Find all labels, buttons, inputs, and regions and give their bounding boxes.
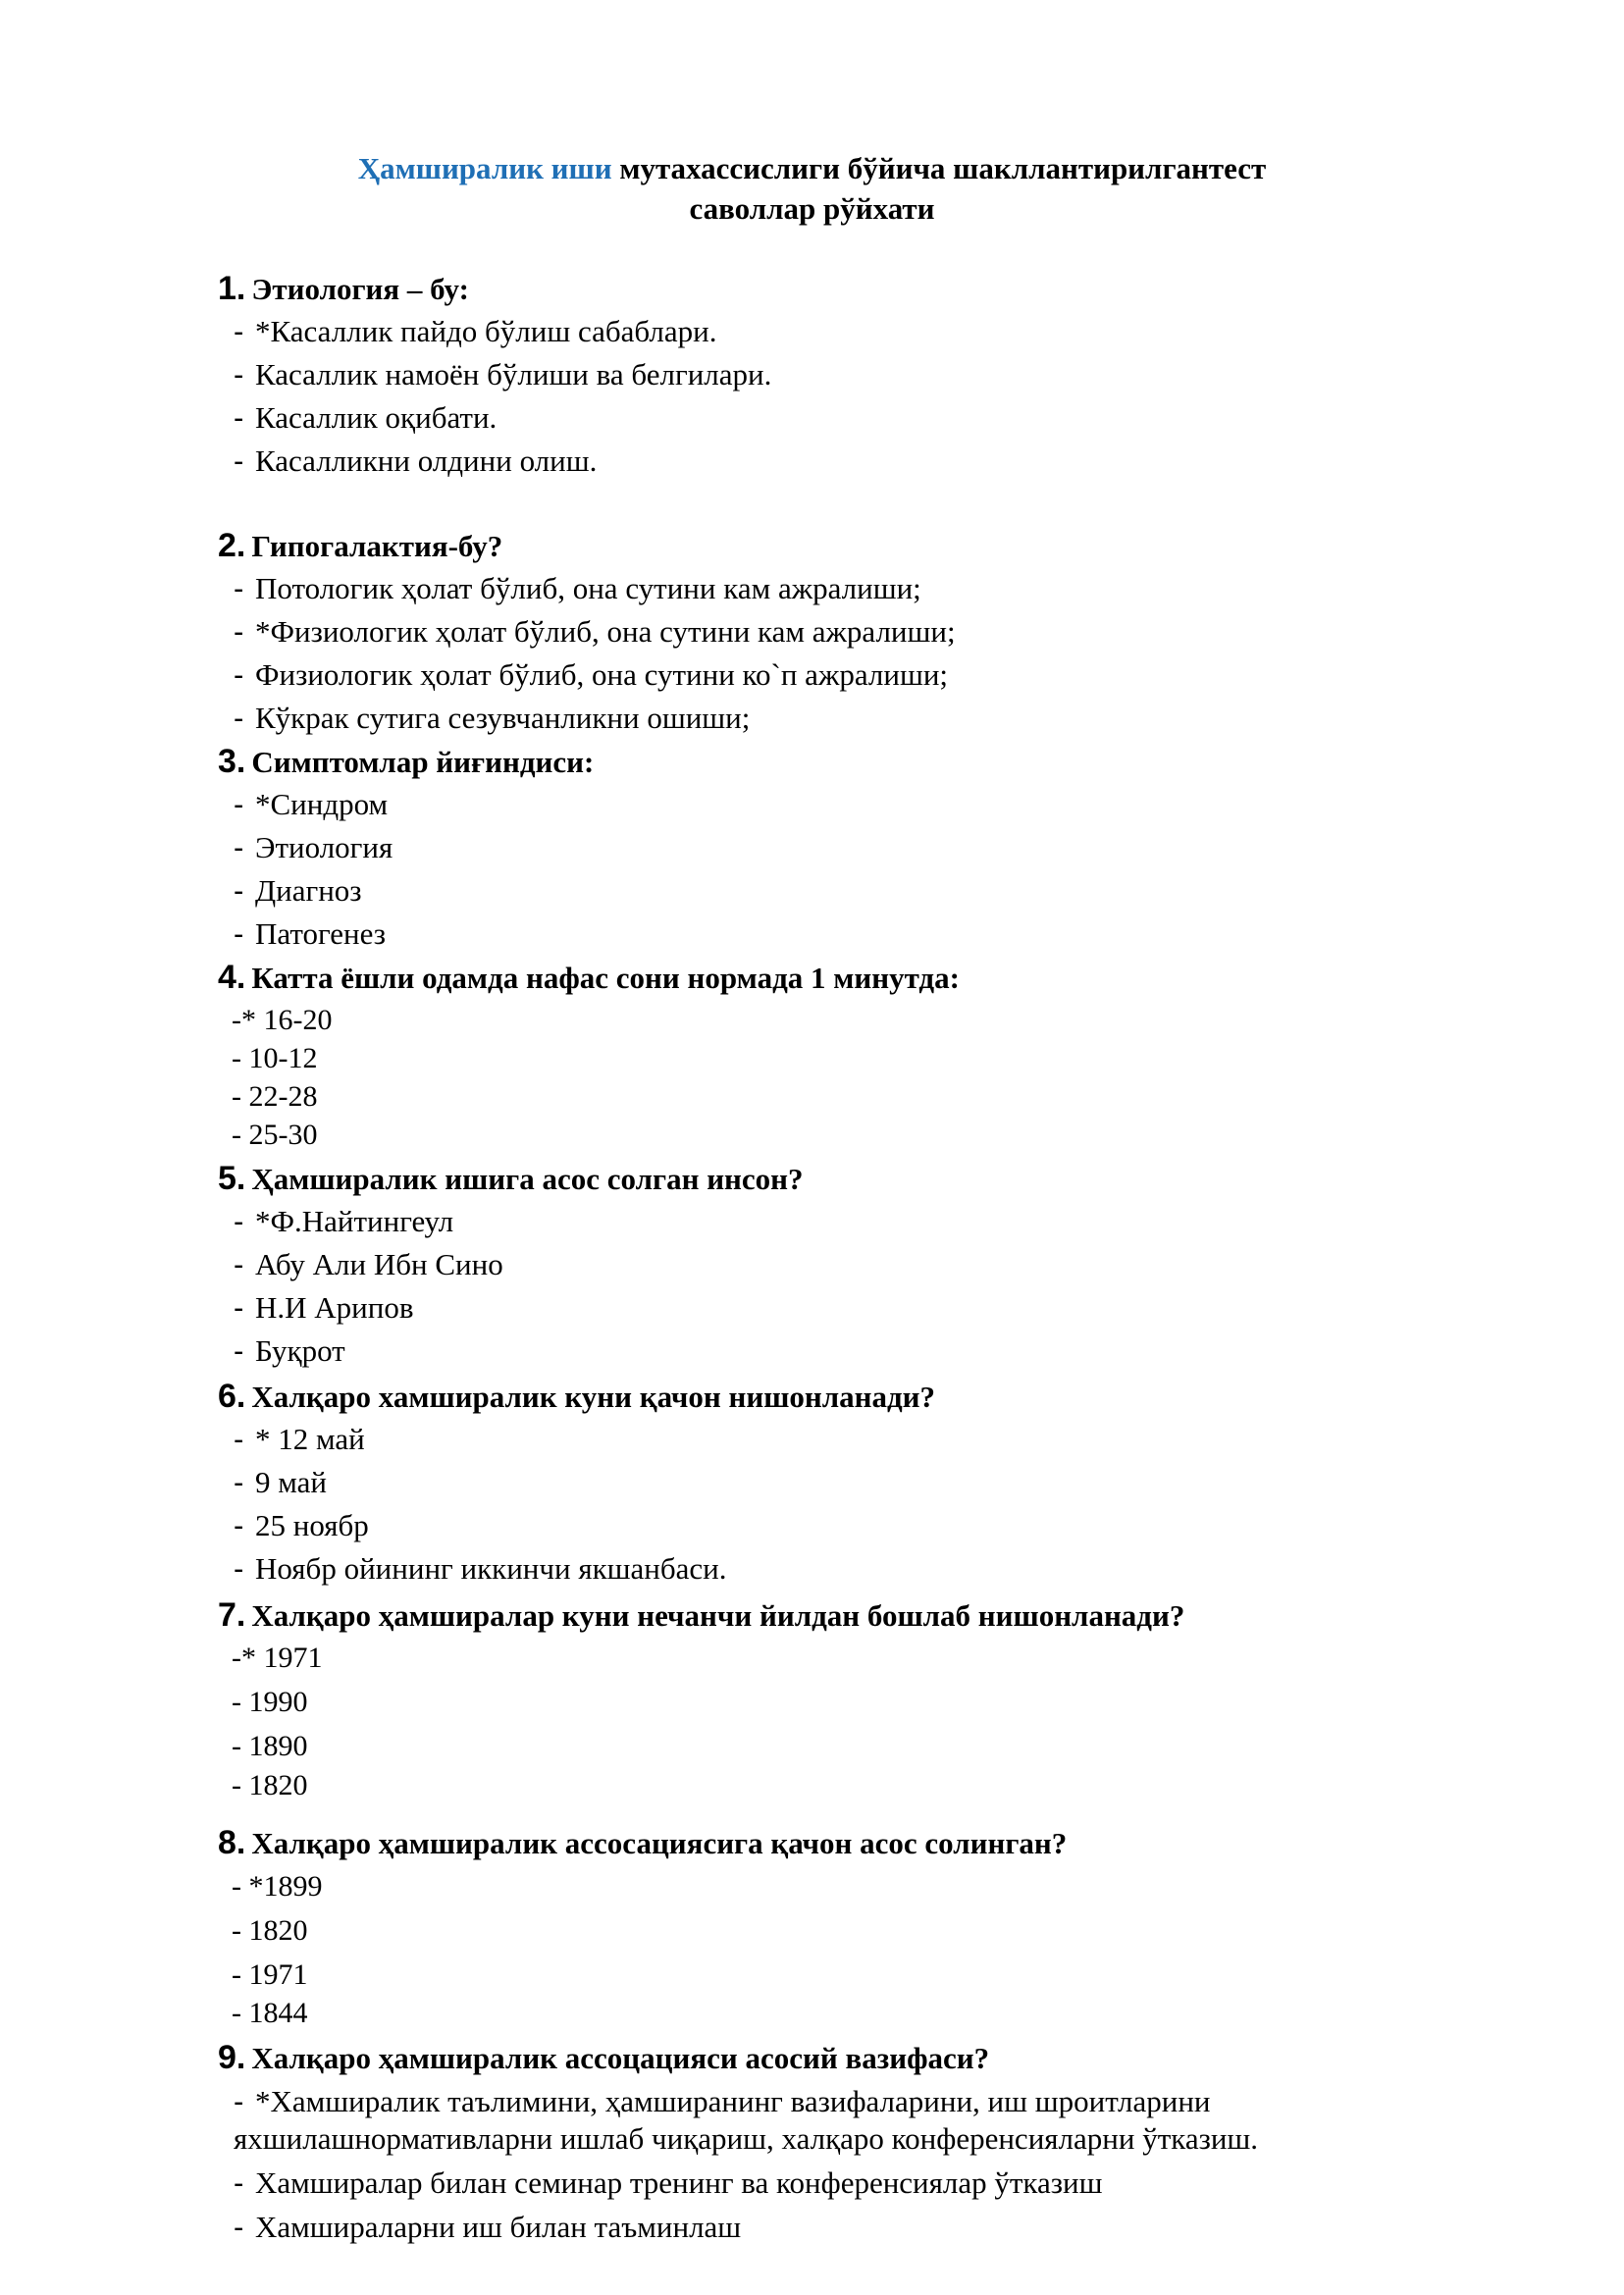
option-text: *Физиологик ҳолат бўлиб, она сутини кам ажралиши;	[255, 614, 956, 649]
option-text: Диагноз	[255, 873, 362, 908]
question-number: 7.	[218, 1596, 246, 1634]
question-text: Ҳамширалик ишига асос солган инсон?	[251, 1162, 804, 1196]
option: - 1890	[232, 1730, 308, 1762]
option: - 22-28	[232, 1080, 318, 1113]
title-accent: Ҳамширалик иши	[357, 151, 612, 185]
option: - *Хамширалик таълимини, ҳамширанинг вазифаларини, иш шроитларини	[234, 2084, 1211, 2118]
option: - Буқрот	[234, 1333, 345, 1368]
question-4	[218, 958, 960, 998]
question-2	[218, 526, 502, 566]
question-9	[218, 2038, 989, 2078]
question-text: Халқаро ҳамширалар куни нечанчи йилдан бошлаб нишонланади?	[251, 1598, 1185, 1633]
question-number: 8.	[218, 1824, 246, 1861]
option: - Физиологик ҳолат бўлиб, она сутини ко`п ажралиши;	[234, 657, 949, 692]
option: - 9 май	[234, 1465, 328, 1499]
option: - Касаллик намоён бўлиши ва белгилари.	[234, 357, 772, 391]
option-text: Хамшираларни иш билан таъминлаш	[255, 2210, 742, 2244]
option: - Патогенез	[234, 916, 387, 951]
option-text: Н.И Арипов	[255, 1290, 414, 1325]
option: - Потологик ҳолат бўлиб, она сутини кам ажралиши;	[234, 571, 921, 605]
option: - 10-12	[232, 1042, 318, 1074]
option: - Диагноз	[234, 873, 362, 908]
option: - 1844	[232, 1997, 308, 2029]
option-text: *Хамширалик таълимини, ҳамширанинг вазифаларини, иш шроитларини	[255, 2084, 1211, 2118]
page-title-line-2: саволлар рўйхати	[689, 191, 935, 226]
question-text: Халқаро ҳамширалик ассоцацияси асосий вазифаси?	[251, 2041, 990, 2075]
option: - Хамширалар билан семинар тренинг ва конференсиялар ўтказиш	[234, 2165, 1103, 2200]
option-text: Кўкрак сутига сезувчанликни ошиши;	[255, 701, 751, 735]
question-1	[218, 269, 469, 309]
option-text: Буқрот	[255, 1333, 345, 1368]
option: - Касаллик оқибати.	[234, 400, 498, 435]
option: - Этиология	[234, 830, 393, 864]
question-number: 9.	[218, 2039, 246, 2076]
option: - 1820	[232, 1769, 308, 1801]
option-text: 25 ноябр	[255, 1508, 369, 1542]
option: - 1971	[232, 1958, 308, 1991]
question-text: Халқаро хамширалик куни қачон нишонланади?	[251, 1380, 936, 1414]
question-3	[218, 742, 594, 782]
option-text: Касаллик оқибати.	[255, 400, 498, 435]
question-text: Этиология – бу:	[251, 272, 469, 306]
option: - 25-30	[232, 1119, 318, 1151]
question-7	[218, 1595, 1184, 1636]
option-text: *Ф.Найтингеул	[255, 1204, 454, 1238]
question-number: 3.	[218, 743, 246, 780]
option: - Н.И Арипов	[234, 1290, 414, 1325]
option-continuation: яхшилашнормативларни ишлаб чиқариш, халқаро конференсияларни ўтказиш.	[234, 2121, 1259, 2156]
option: - *Синдром	[234, 787, 389, 821]
option: - Касалликни олдини олиш.	[234, 443, 598, 478]
question-number: 1.	[218, 270, 246, 307]
title-rest: мутахассислиги бўйича шакллантирилгантест	[611, 151, 1267, 185]
option-text: Патогенез	[255, 916, 387, 951]
question-8	[218, 1823, 1067, 1863]
page-title-line-1	[0, 149, 1624, 188]
option: -* 1971	[232, 1642, 323, 1674]
option-text: *Касаллик пайдо бўлиш сабаблари.	[255, 314, 717, 348]
option: - *Физиологик ҳолат бўлиб, она сутини кам ажралиши;	[234, 614, 956, 649]
option-text: Хамширалар билан семинар тренинг ва конференсиялар ўтказиш	[255, 2165, 1103, 2200]
option: - Абу Али Ибн Сино	[234, 1247, 503, 1281]
question-number: 6.	[218, 1378, 246, 1415]
option: - *Ф.Найтингеул	[234, 1204, 454, 1238]
option: -* 16-20	[232, 1004, 333, 1036]
option: - 25 ноябр	[234, 1508, 369, 1542]
question-text: Симптомлар йиғиндиси:	[251, 745, 595, 779]
option-text: Потологик ҳолат бўлиб, она сутини кам ажралиши;	[255, 571, 921, 605]
option: - * 12 май	[234, 1422, 365, 1456]
option-text: Касалликни олдини олиш.	[255, 443, 598, 478]
option: - Хамшираларни иш билан таъминлаш	[234, 2210, 742, 2244]
option-text: Касаллик намоён бўлиши ва белгилари.	[255, 357, 772, 391]
option: - *1899	[232, 1870, 323, 1903]
option-text: Этиология	[255, 830, 393, 864]
option-text: * 12 май	[255, 1422, 365, 1456]
option-text: Физиологик ҳолат бўлиб, она сутини ко`п ажралиши;	[255, 657, 949, 692]
question-text: Гипогалактия-бу?	[251, 529, 503, 563]
option: - Ноябр ойининг иккинчи якшанбаси.	[234, 1551, 727, 1586]
option: - 1990	[232, 1686, 308, 1718]
option: - Кўкрак сутига сезувчанликни ошиши;	[234, 701, 751, 735]
option: - *Касаллик пайдо бўлиш сабаблари.	[234, 314, 717, 348]
question-text: Халқаро ҳамширалик ассосациясига қачон асос солинган?	[251, 1826, 1068, 1860]
option-text: 9 май	[255, 1465, 328, 1499]
option-text: Ноябр ойининг иккинчи якшанбаси.	[255, 1551, 727, 1586]
question-number: 2.	[218, 527, 246, 564]
option-text: Абу Али Ибн Сино	[255, 1247, 503, 1281]
question-6	[218, 1377, 935, 1417]
option-text: *Синдром	[255, 787, 389, 821]
option: - 1820	[232, 1914, 308, 1947]
question-text: Катта ёшли одамда нафас сони нормада 1 минутда:	[251, 961, 960, 995]
question-5	[218, 1159, 804, 1199]
question-number: 5.	[218, 1160, 246, 1197]
question-number: 4.	[218, 959, 246, 996]
